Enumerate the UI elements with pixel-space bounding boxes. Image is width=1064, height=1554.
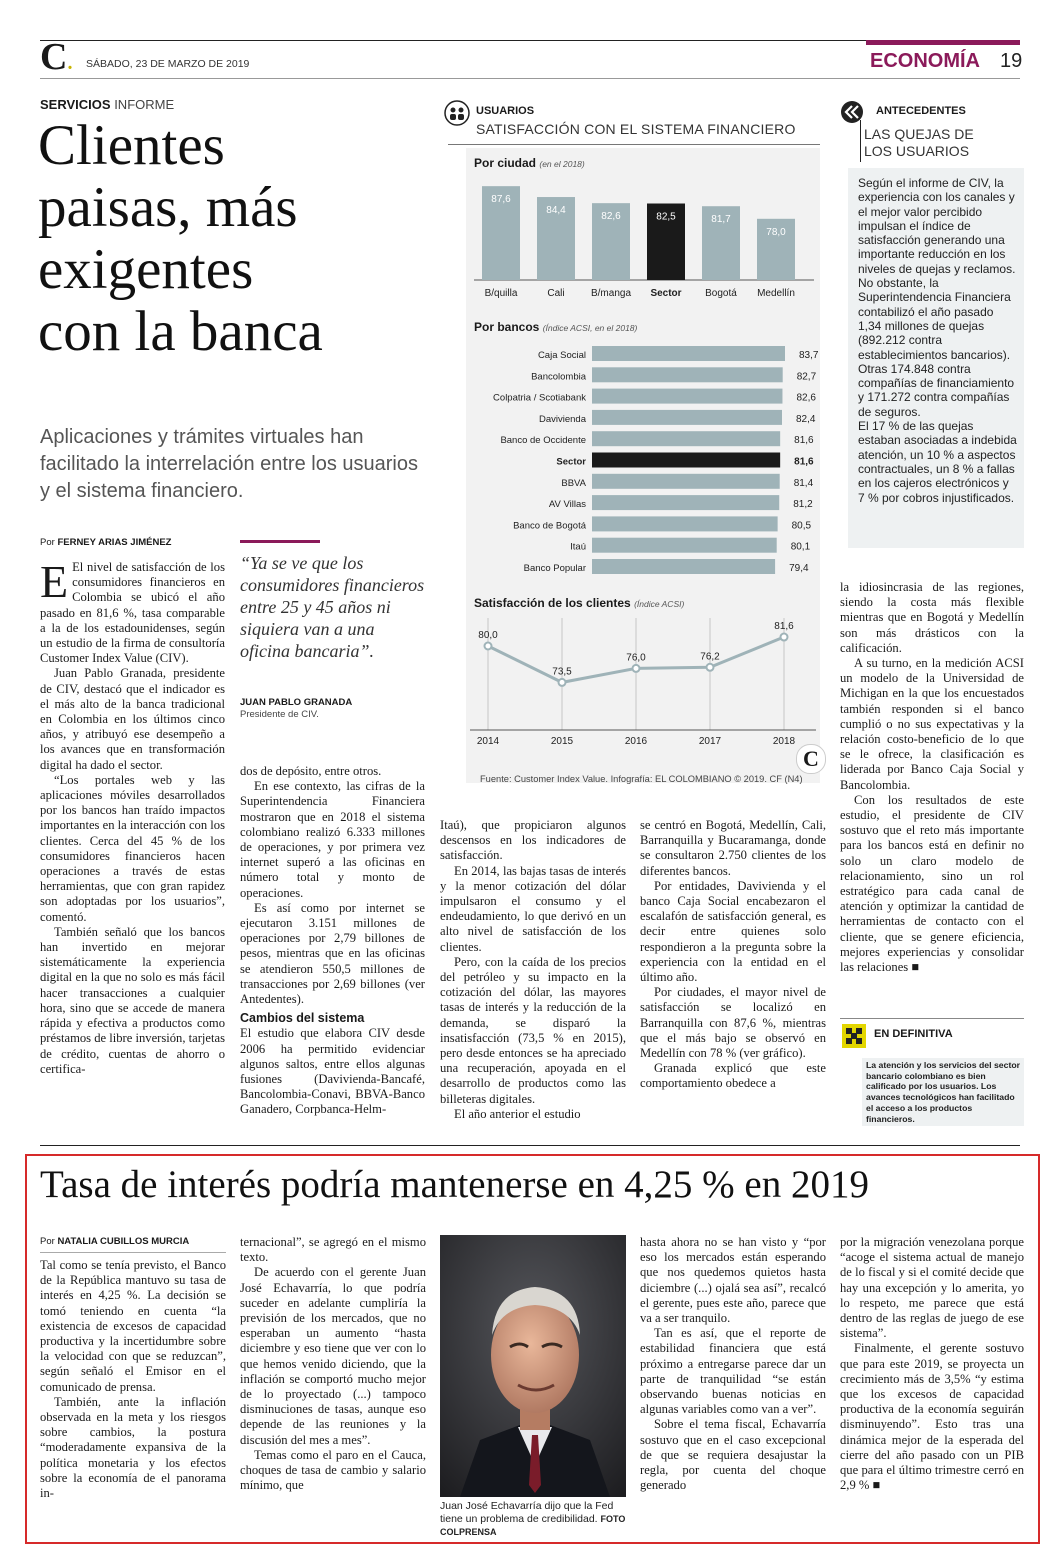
article-column-5 [840, 580, 1024, 975]
article2-column-2 [240, 1235, 426, 1493]
article2-title: Tasa de interés podría mantenerse en 4,25 % en 2019 [40, 1163, 869, 1206]
sidebar-kicker: ANTECEDENTES [876, 105, 966, 117]
data-label: 83,7 [799, 350, 819, 361]
paragraph: El 17 % de las quejas estaban asociadas a indebida atención, un 10 % a aspectos contractuales, un 8 % a fallas en los cajeros electrónicos y 7 % por cobros injustificados. [858, 419, 1017, 505]
data-label: 80,5 [791, 520, 812, 532]
subheading: Cambios del sistema [240, 1011, 365, 1026]
users-icon [444, 100, 474, 130]
paragraph: Por entidades, Davivienda y el banco Caja Social encabezaron el escalafón de satisfacción general, es decir entre quienes solo respondieron a la pregunta sobre la experiencia con la entidad en el último año. [640, 878, 826, 985]
x-tick-label: 2018 [772, 736, 796, 747]
portrait-image [440, 1235, 626, 1497]
x-tick-label: 2017 [698, 736, 722, 747]
section-name: ECONOMÍA [870, 50, 980, 72]
header-bottom-rule [40, 78, 1020, 79]
paragraph: dos de depósito, entre otros. [240, 764, 382, 778]
pull-quote: “Ya se ve que los consumidores financieros entre 25 y 45 años ni siquiera van a una oficina bancaria”. [240, 553, 425, 661]
chart-line-heading: Satisfacción de los clientes (Índice ACSI) [474, 596, 685, 610]
drop-cap: E [40, 556, 69, 607]
article-column-1 [40, 556, 226, 1077]
chart-city-heading: Por ciudad (en el 2018) [474, 156, 585, 170]
paragraph: En ese contexto, las cifras de la Superintendencia Financiera mostraron que en 2018 el sistema colombiano realizó 6.333 millones de operaciones, y por primera vez internet superó a las oficinas en número total y monto de operaciones. [240, 779, 425, 900]
data-label: 82,6 [796, 392, 816, 404]
quote-rule [240, 540, 320, 543]
paragraph: El estudio que elabora CIV desde 2006 ha permitido evidenciar algunos saltos, entre ellos algunas fusiones (Davivienda-Bancafé, Bancolombia-Conavi, BBVA-Banco Ganadero, Corpbanca-Helm- [240, 1026, 425, 1117]
paragraph: Temas como el paro en el Cauca, choques de tasa de cambio y salario mínimo, que [240, 1447, 426, 1493]
checker-icon [842, 1024, 866, 1048]
data-label: 82,4 [796, 413, 816, 425]
infographic-source: Fuente: Customer Index Value. Infografía: EL COLOMBIANO © 2019. CF (N4) [480, 774, 803, 784]
article-subtitle: Aplicaciones y trámites virtuales han facilitado la interrelación entre los usuarios y el sistema financiero. [40, 426, 418, 502]
data-label: 81,4 [793, 477, 814, 489]
bar [592, 453, 780, 468]
paragraph: Por ciudades, el mayor nivel de satisfacción se localizó en Barranquilla con 87,6 %, mientras que el más bajo se observó en Medellín con 78 % (ver gráfico). [640, 985, 826, 1061]
infographic [440, 98, 826, 798]
data-label: 81,7 [711, 214, 731, 226]
data-label: 80,0 [478, 630, 498, 641]
bar [592, 474, 780, 489]
chart-by-city [466, 172, 820, 304]
article2-column-4 [840, 1235, 1024, 1493]
category-label: B/manga [590, 288, 632, 299]
issue-date: SÁBADO, 23 DE MARZO DE 2019 [86, 58, 250, 70]
newspaper-logo: C. [40, 36, 73, 78]
data-label: 81,6 [774, 621, 794, 633]
paragraph: En 2014, las bajas tasas de interés y la menor cotización del dólar impulsaron el consumo y el endeudamiento, lo que derivó en un alto nivel de satisfacción de los clientes. [440, 863, 626, 954]
photo-caption: Juan José Echavarría dijo que la Fed tiene un problema de credibilidad. FOTO COLPRENSA [440, 1500, 626, 1537]
echavarria-photo [440, 1235, 626, 1497]
paragraph: También, ante la inflación observada en la meta y los riesgos sobre cambios, la postura “moderadamente expansiva de la política monetaria y los efectos sobre la economía de el panorama in- [40, 1394, 226, 1501]
paragraph: También señaló que los bancos han invertido en mejorar sistemáticamente la experiencia digital en la que no solo es más fácil hacer transacciones a cualquier hora, sino que se accede de manera rápida y efectiva a productos como préstamos de libre inversión, tarjetas de crédito, cuentas de ahorro o certifica- [40, 924, 226, 1076]
section-color-bar [866, 40, 1020, 45]
data-label: 78,0 [766, 226, 786, 238]
article-column-2 [240, 764, 425, 1118]
category-label: Banco de Bogotá [513, 520, 586, 532]
paragraph: “Los portales web y las aplicaciones móviles desarrollados por los bancos han traído impactos importantes en la interacción con los clientes. Cerca del 45 % de los consumidores financieros hacen operaciones a través de estas herramientas, que con gran rapidez son adoptadas por los usuarios”, comentó. [40, 772, 225, 924]
category-label: Bogotá [705, 288, 737, 299]
definitiva-body: La atención y los servicios del sector bancario colombiano es bien calificado por los usuarios. Los avances tecnológicos han facilitado el acceso a los productos financieros. [866, 1060, 1021, 1124]
paragraph: la idiosincrasia de las regiones, siendo la costa más flexible mientras que en Bogotá y Medellín son más drásticos con la calificación. [840, 580, 1024, 655]
chart-by-bank [466, 344, 820, 578]
category-label: Cali [547, 288, 565, 299]
infographic-title: SATISFACCIÓN CON EL SISTEMA FINANCIERO [476, 121, 796, 137]
data-point [781, 634, 788, 641]
paragraph: Tal como se tenía previsto, el Banco de la República mantuvo su tasa de interés en 4,25 %. La decisión se tomó teniendo en cuenta “la existencia de excesos de capacidad productiva y la incertidumbre sobre la velocidad con que se reduzcan”, según señaló el Emisor en el comunicado de prensa. [40, 1258, 226, 1394]
paragraph: por la migración venezolana porque “acoge el sistema actual de manejo de lo fiscal y si el comité decide que hay una excepción y lo amerita, yo lo respeto, me parece que está dentro de las reglas de juego de ese sistema”. [840, 1235, 1024, 1341]
data-label: 76,0 [626, 652, 646, 664]
data-label: 87,6 [491, 194, 511, 206]
article-column-4 [640, 818, 826, 1092]
paragraph: Tan es así, que el reporte de estabilidad financiera que está próximo a entregarse parece dar un parte de tranquilidad “se están observando buenas noticias en algunas variables como van a ver”. [640, 1326, 826, 1417]
infographic-logo: C [796, 744, 826, 774]
sidebar-title: LAS QUEJAS DE LOS USUARIOS [864, 126, 974, 159]
infographic-kicker: USUARIOS [476, 105, 535, 117]
paragraph: hasta ahora no se han visto y “por eso los mercados están esperando que nos quedemos quietos hasta diciembre (...) ojalá sea así”, recalcó el gerente, pues este año, parece que va a ser tranquilo. [640, 1235, 826, 1326]
category-label: Caja Social [537, 350, 586, 361]
data-label: 81,6 [794, 435, 814, 447]
article2-column-1 [40, 1258, 226, 1501]
quote-role: Presidente de CIV. [240, 709, 319, 720]
paragraph: Granada explicó que este comportamiento obedece a [640, 1061, 826, 1091]
paragraph: ternacional”, se agregó en el mismo texto. [240, 1235, 426, 1265]
data-label: 80,1 [790, 541, 811, 553]
bar [592, 538, 777, 553]
article-title: Clientes paisas, más exigentes con la banca [38, 114, 323, 363]
sidebar-title-rule [860, 120, 861, 162]
category-label: B/quilla [484, 288, 518, 299]
category-label: Bancolombia [531, 371, 586, 383]
category-label: Colpatria / Scotiabank [493, 392, 586, 404]
paragraph: De acuerdo con el gerente Juan José Echavarría, lo que podría suceder en adelante cumpliría la previsión de los mercados, que no esperaban un aumento “hasta diciembre y eso tiene que ver con lo que hemos venido diciendo, que la inflación se comportó mucho mejor de lo proyectado (...) tampoco disminuciones de tasas, aunque eso depende de las reuniones y la discusión del mes a mes”. [240, 1265, 426, 1447]
chart-bank-heading: Por bancos (Índice ACSI, en el 2018) [474, 320, 638, 334]
data-point [485, 643, 492, 650]
byline-rule [40, 1252, 226, 1253]
category-label: Davivienda [539, 413, 586, 425]
paragraph: Finalmente, el gerente sostuvo que para este 2019, se proyecta un crecimiento más de 3,5% “y estima que los excesos de capacidad productiva de la economía seguirán disminuyendo”. Esto tras una dinámica mejor de la esperada del cierre del año pasado con un PIB que para el último trimestre cerró en 2,9 % ■ [840, 1341, 1024, 1493]
data-label: 84,4 [546, 205, 566, 217]
definitiva-rule [840, 1018, 1024, 1019]
sidebar-antecedentes [840, 98, 1024, 550]
article2-byline: Por NATALIA CUBILLOS MURCIA [40, 1236, 190, 1247]
data-point [633, 665, 640, 672]
paragraph: Pero, con la caída de los precios del petróleo y su impacto en la cotización del dólar, las mayores tasas de interés y la reducción de la demanda, se disparó la insatisfacción (73,5 % en 2015), pero desde entonces se ha apreciado una recuperación, apoyada en el desarrollo de productos como las billeteras digitales. [440, 954, 626, 1106]
paragraph: Según el informe de CIV, la experiencia con los canales y el mejor valor percibido impulsan el índice de satisfacción generando una importante reducción en los niveles de quejas y reclamos. [858, 176, 1016, 276]
paragraph: Es así como por internet se ejecutaron 3.151 millones de operaciones por 2,79 billones de pesos, mientras que en las oficinas se atendieron 550,5 millones de transacciones por 2,69 billones (ver Antedentes). [240, 900, 425, 1007]
data-label: 76,2 [700, 651, 720, 663]
data-label: 79,4 [789, 563, 809, 574]
data-label: 81,2 [793, 499, 813, 511]
paragraph: E El nivel de satisfacción de los consumidores financieros en Colombia se ubicó el año pasado en 81,6 %, tasa comparable a la de los estadounidenses, según un estudio de la firma de consultoría Customer Index Value (CIV). [40, 556, 225, 666]
article-kicker: SERVICIOS INFORME [40, 97, 175, 112]
bar [592, 410, 782, 425]
category-label: Sector [650, 288, 682, 299]
data-label: 81,6 [794, 456, 814, 468]
bar [592, 431, 780, 446]
x-tick-label: 2016 [624, 736, 648, 747]
data-label: 73,5 [552, 666, 572, 678]
article-byline: Por FERNEY ARIAS JIMÉNEZ [40, 537, 172, 548]
paragraph: A su turno, en la medición ACSI un modelo de la Universidad de Michigan en la que los encuestados también responden si el banco cumplió o no sus expectativas y la relación costo-beneficio de lo que se le ofrece, la clasificación es liderada por Banco Caja Social y Bancolombia. [840, 656, 1024, 792]
bar [592, 346, 785, 361]
article-column-3 [440, 818, 626, 1122]
paragraph: Con los resultados de este estudio, el presidente de CIV sostuvo que el reto más importante para los bancos está en definir no solo un claro modelo de relacionamiento, sino un rol estratégico para cada canal de atención y optimizar la cantidad de herramientas de contacto con el cliente, que se genere eficiencia, mejores experiencias y consolidar las relaciones ■ [840, 792, 1024, 975]
en-definitiva-box [840, 1018, 1024, 1128]
data-label: 82,6 [601, 211, 621, 223]
section-divider [40, 1145, 1020, 1146]
bar [592, 516, 778, 531]
category-label: BBVA [561, 477, 586, 489]
paragraph: Sobre el tema fiscal, Echavarría sostuvo que en el caso excepcional de que se requiera desajustar la regla, por cuenta del choque generado [640, 1417, 826, 1493]
category-label: Itaú [570, 541, 586, 553]
paragraph: Juan Pablo Granada, presidente de CIV, destacó que el indicador es el más alto de la banca tradicional en Colombia en los últimos cinco años, y atribuyó ese desempeño a los avances que en transformación digital ha dado el sector. [40, 666, 225, 772]
article2-column-3 [640, 1235, 826, 1493]
x-tick-label: 2015 [550, 736, 574, 747]
paragraph: No obstante, la Superintendencia Financiera contabilizó el año pasado 1,34 millones de quejas (892.212 contra establecimientos bancarios). Otras 174.848 contra compañías de financiamiento y 171.272 contra compañías de seguros. [858, 276, 1015, 419]
category-label: Medellín [757, 288, 795, 299]
paragraph: El año anterior el estudio [454, 1106, 581, 1121]
category-label: Banco Popular [523, 563, 586, 574]
category-label: AV Villas [548, 499, 586, 511]
infographic-rule [448, 144, 820, 145]
bar [592, 367, 783, 382]
bar [592, 389, 782, 404]
definitiva-title: EN DEFINITIVA [874, 1028, 953, 1040]
data-label: 82,7 [796, 371, 817, 383]
page-number: 19 [1000, 50, 1023, 72]
paragraph: Itaú), que propiciaron algunos descensos en los indicadores de satisfacción. [440, 818, 626, 863]
data-label: 82,5 [656, 211, 676, 223]
chart-satisfaction-trend [466, 610, 820, 750]
paragraph: se centró en Bogotá, Medellín, Cali, Barranquilla y Bucaramanga, donde se consultaron 2.750 clientes de los diferentes bancos. [640, 818, 826, 878]
quote-author: JUAN PABLO GRANADA [240, 697, 353, 708]
x-tick-label: 2014 [476, 736, 500, 747]
bar [592, 559, 775, 574]
category-label: Banco de Occidente [500, 435, 586, 447]
sidebar-body [858, 176, 1018, 505]
bar [592, 495, 779, 510]
data-point [707, 664, 714, 671]
category-label: Sector [556, 456, 586, 468]
data-point [559, 679, 566, 686]
